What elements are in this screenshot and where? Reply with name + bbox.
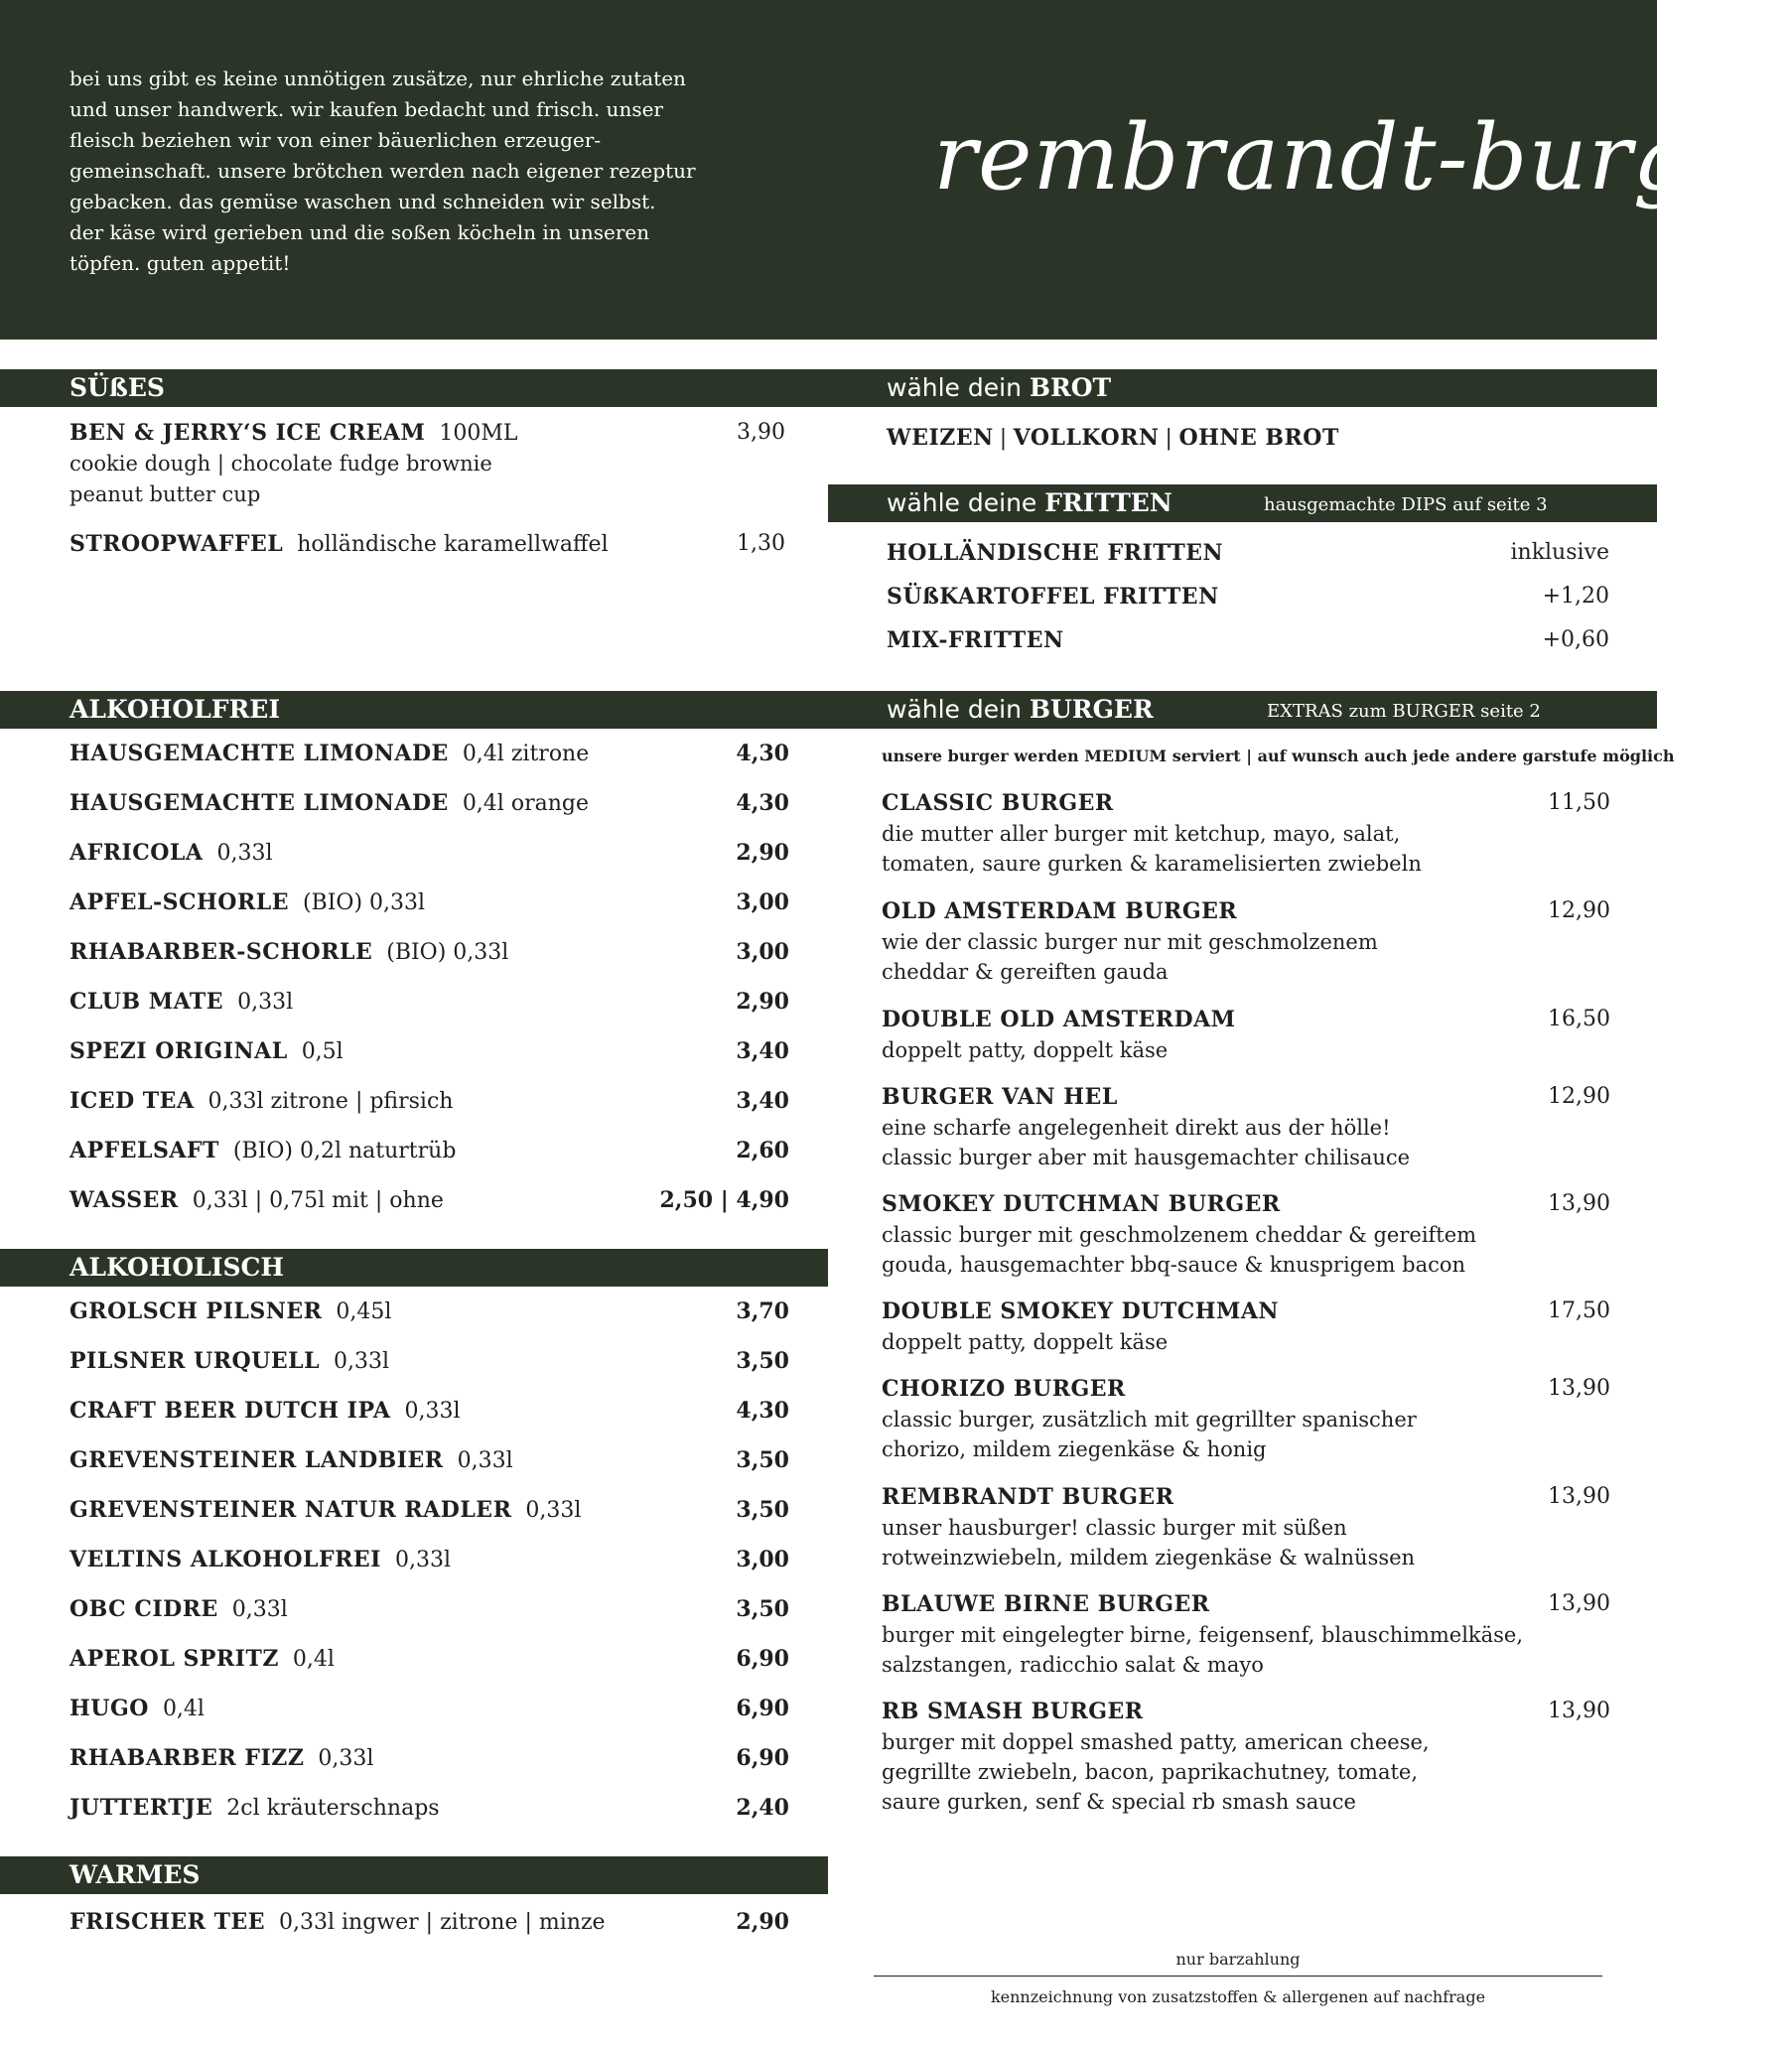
item-price: 13,90	[1548, 1191, 1610, 1216]
item-desc: rotweinzwiebeln, mildem ziegenkäse & walnüssen	[882, 1546, 1416, 1569]
item-price: +0,60	[1542, 627, 1609, 652]
menu-item	[69, 1793, 440, 1824]
item-name: REMBRANDT BURGER	[882, 1484, 1174, 1510]
item-name: GREVENSTEINER LANDBIER	[69, 1447, 444, 1473]
item-detail: 0,33l	[457, 1448, 513, 1473]
item-name: APEROL SPRITZ	[69, 1646, 279, 1672]
item-detail: 0,45l	[336, 1299, 392, 1324]
menu-item	[69, 937, 508, 968]
menu-item	[69, 1296, 391, 1327]
bread-option: WEIZEN	[887, 425, 994, 451]
item-detail: 0,4l orange	[462, 791, 589, 816]
menu-item	[69, 1086, 453, 1117]
item-desc: die mutter aller burger mit ketchup, mayo, salat,	[882, 822, 1401, 846]
item-desc: chorizo, mildem ziegenkäse & honig	[882, 1437, 1267, 1461]
menu-item	[69, 1644, 335, 1675]
item-name: CLUB MATE	[69, 989, 224, 1015]
menu-item	[882, 896, 1237, 927]
item-price: 16,50	[1548, 1007, 1610, 1031]
item-detail: 0,33l	[318, 1746, 374, 1771]
item-name: BLAUWE BIRNE BURGER	[882, 1591, 1210, 1617]
item-name: ICED TEA	[69, 1088, 195, 1114]
menu-item	[69, 1495, 581, 1526]
item-price: 2,60	[736, 1138, 789, 1163]
item-detail: 0,33l zitrone | pfirsich	[207, 1089, 454, 1114]
intro-text	[69, 64, 764, 279]
item-name: BURGER VAN HEL	[882, 1084, 1118, 1110]
item-detail: (BIO) 0,33l	[302, 890, 426, 915]
menu-item	[69, 1136, 456, 1166]
menu-item	[69, 987, 293, 1018]
burger-subnote: unsere burger werden MEDIUM serviert | auf wunsch auch jede andere garstufe möglich	[882, 747, 1675, 765]
item-price: 12,90	[1548, 1084, 1610, 1109]
item-price: 13,90	[1548, 1484, 1610, 1509]
item-price: 2,50 | 4,90	[659, 1187, 789, 1213]
item-price: 3,50	[736, 1348, 789, 1374]
item-price: 3,40	[736, 1088, 789, 1114]
item-detail: 0,4l zitrone	[462, 742, 590, 766]
item-name: HAUSGEMACHTE LIMONADE	[69, 790, 449, 816]
section-bar-brot	[828, 369, 1657, 407]
section-bar-suesses	[0, 369, 828, 407]
section-bar-burger	[828, 691, 1657, 729]
section-title: ALKOHOLISCH	[69, 1253, 285, 1282]
item-detail: 0,33l ingwer | zitrone | minze	[279, 1910, 606, 1935]
item-price: +1,20	[1542, 584, 1609, 609]
item-price: 13,90	[1548, 1376, 1610, 1401]
intro-line: bei uns gibt es keine unnötigen zusätze, nur ehrliche zutaten	[69, 67, 686, 90]
item-price: 13,90	[1548, 1591, 1610, 1616]
item-detail: 0,4l	[292, 1647, 335, 1672]
item-price: 6,90	[736, 1696, 789, 1721]
section-note: EXTRAS zum BURGER seite 2	[1267, 701, 1541, 722]
item-price: 3,90	[737, 420, 785, 445]
item-desc: wie der classic burger nur mit geschmolzenem	[882, 930, 1378, 954]
item-price: 2,90	[736, 840, 789, 866]
item-desc: burger mit eingelegter birne, feigensenf, blauschimmelkäse,	[882, 1623, 1524, 1647]
intro-line: gebacken. das gemüse waschen und schneiden wir selbst.	[69, 190, 656, 213]
menu-item	[69, 1185, 444, 1216]
item-name: OLD AMSTERDAM BURGER	[882, 898, 1238, 924]
header-band	[0, 0, 1792, 340]
item-desc: burger mit doppel smashed patty, american cheese,	[882, 1730, 1430, 1754]
item-name: JUTTERTJE	[69, 1795, 213, 1821]
bread-options: WEIZEN | VOLLKORN | OHNE BROT	[887, 425, 1339, 451]
item-detail: 100ML	[439, 421, 518, 446]
item-desc: cheddar & gereiften gauda	[882, 960, 1169, 984]
item-name: DOUBLE OLD AMSTERDAM	[882, 1007, 1236, 1032]
item-price: 3,00	[736, 939, 789, 965]
menu-item	[69, 1694, 205, 1724]
menu-item	[69, 418, 517, 449]
section-title: wähle dein BURGER	[887, 695, 1154, 724]
item-detail: 0,33l	[216, 841, 273, 866]
item-detail: 0,33l	[237, 990, 294, 1015]
item-name: GREVENSTEINER NATUR RADLER	[69, 1497, 512, 1523]
item-price: 12,90	[1548, 898, 1610, 923]
item-price: 3,50	[736, 1497, 789, 1523]
item-desc: gouda, hausgemachter bbq-sauce & knusprigem bacon	[882, 1253, 1466, 1277]
item-name: AFRICOLA	[69, 840, 204, 866]
item-desc: peanut butter cup	[69, 482, 261, 506]
item-name: SPEZI ORIGINAL	[69, 1038, 288, 1064]
item-name: BEN & JERRY‘S ICE CREAM	[69, 420, 426, 446]
section-bar-warmes	[0, 1856, 828, 1894]
item-price: 11,50	[1548, 790, 1610, 815]
item-price: 3,00	[736, 889, 789, 915]
menu-item	[887, 582, 1219, 613]
item-desc: classic burger, zusätzlich mit gegrillter spanischer	[882, 1408, 1417, 1432]
section-bar-alkoholisch	[0, 1249, 828, 1287]
menu-item	[69, 887, 425, 918]
item-desc: tomaten, saure gurken & karamelisierten zwiebeln	[882, 852, 1422, 876]
allergen-note: kennzeichnung von zusatzstoffen & allergenen auf nachfrage	[990, 1987, 1486, 2006]
menu-item	[69, 1545, 451, 1575]
item-detail: 0,33l	[334, 1349, 390, 1374]
item-desc: doppelt patty, doppelt käse	[882, 1330, 1169, 1354]
section-title: wähle dein BROT	[887, 373, 1112, 402]
item-price: 3,40	[736, 1038, 789, 1064]
item-name: WASSER	[69, 1187, 179, 1213]
item-name: RB SMASH BURGER	[882, 1699, 1144, 1724]
section-title: wähle deine FRITTEN	[887, 488, 1172, 517]
item-desc: doppelt patty, doppelt käse	[882, 1038, 1169, 1062]
item-detail: 0,33l	[394, 1548, 451, 1572]
item-detail: 0,33l | 0,75l mit | ohne	[192, 1188, 444, 1213]
payment-note: nur barzahlung	[1175, 1950, 1301, 1969]
item-price: 4,30	[736, 1398, 789, 1424]
bread-option: VOLLKORN	[1013, 425, 1160, 451]
item-price: 3,00	[736, 1547, 789, 1572]
menu-item	[882, 1589, 1210, 1620]
item-detail: 0,33l	[404, 1399, 461, 1424]
item-price: 3,50	[736, 1447, 789, 1473]
menu-item	[69, 1594, 288, 1625]
menu-item	[882, 1189, 1281, 1220]
item-desc: cookie dough | chocolate fudge brownie	[69, 452, 492, 476]
item-detail: 0,5l	[301, 1039, 344, 1064]
brand-logo: rembrandt-burger	[933, 104, 1792, 210]
item-name: HOLLÄNDISCHE FRITTEN	[887, 540, 1224, 566]
menu-item	[69, 739, 589, 769]
item-desc: eine scharfe angelegenheit direkt aus der hölle!	[882, 1116, 1391, 1140]
item-desc: classic burger mit geschmolzenem cheddar & gereiftem	[882, 1223, 1477, 1247]
section-note: hausgemachte DIPS auf seite 3	[1264, 494, 1548, 515]
item-name: OBC CIDRE	[69, 1596, 218, 1622]
item-name: VELTINS ALKOHOLFREI	[69, 1547, 381, 1572]
item-desc: unser hausburger! classic burger mit süßen	[882, 1516, 1347, 1540]
menu-item	[69, 838, 273, 869]
item-desc: classic burger aber mit hausgemachter chilisauce	[882, 1146, 1411, 1169]
menu-item	[882, 788, 1114, 819]
menu-item	[887, 625, 1064, 656]
item-name: SMOKEY DUTCHMAN BURGER	[882, 1191, 1281, 1217]
intro-line: fleisch beziehen wir von einer bäuerlichen erzeuger-	[69, 128, 602, 152]
item-detail: 0,33l	[525, 1498, 582, 1523]
item-price: 2,90	[736, 989, 789, 1015]
item-detail: holländische karamellwaffel	[297, 532, 609, 557]
item-name: PILSNER URQUELL	[69, 1348, 321, 1374]
menu-item	[882, 1374, 1126, 1405]
item-desc: gegrillte zwiebeln, bacon, paprikachutney, tomate,	[882, 1760, 1419, 1784]
section-title: WARMES	[69, 1860, 201, 1889]
intro-line: der käse wird gerieben und die soßen köcheln in unseren	[69, 220, 650, 244]
item-name: RHABARBER-SCHORLE	[69, 939, 373, 965]
item-name: APFEL-SCHORLE	[69, 889, 289, 915]
menu-item	[69, 1445, 513, 1476]
menu-item	[69, 1396, 461, 1427]
menu-item	[882, 1005, 1236, 1035]
item-name: CRAFT BEER DUTCH IPA	[69, 1398, 391, 1424]
item-name: CHORIZO BURGER	[882, 1376, 1126, 1402]
section-title: SÜßES	[69, 373, 165, 402]
item-price: 2,40	[736, 1795, 789, 1821]
item-name: HUGO	[69, 1696, 149, 1721]
item-detail: 0,33l	[231, 1597, 288, 1622]
intro-line: gemeinschaft. unsere brötchen werden nach eigener rezeptur	[69, 159, 696, 183]
item-price: 6,90	[736, 1745, 789, 1771]
item-name: FRISCHER TEE	[69, 1909, 265, 1935]
intro-line: töpfen. guten appetit!	[69, 251, 291, 275]
menu-item	[887, 538, 1223, 569]
item-price: 17,50	[1548, 1298, 1610, 1323]
footer-divider	[874, 1976, 1602, 1977]
section-title: ALKOHOLFREI	[69, 695, 281, 724]
section-bar-fritten	[828, 484, 1657, 522]
item-name: APFELSAFT	[69, 1138, 219, 1163]
item-detail: (BIO) 0,33l	[386, 940, 509, 965]
item-desc: saure gurken, senf & special rb smash sauce	[882, 1790, 1356, 1814]
item-price: 6,90	[736, 1646, 789, 1672]
item-name: MIX-FRITTEN	[887, 627, 1064, 653]
item-name: SÜßKARTOFFEL FRITTEN	[887, 584, 1219, 610]
menu-item	[69, 1036, 344, 1067]
item-price: 3,50	[736, 1596, 789, 1622]
bread-option: OHNE BROT	[1178, 425, 1339, 451]
item-name: RHABARBER FIZZ	[69, 1745, 305, 1771]
item-name: DOUBLE SMOKEY DUTCHMAN	[882, 1298, 1280, 1324]
item-price: inklusive	[1510, 540, 1609, 565]
menu-item	[69, 1907, 606, 1938]
item-name: STROOPWAFFEL	[69, 531, 284, 557]
menu-item	[882, 1697, 1144, 1727]
menu-item	[69, 788, 589, 819]
section-bar-alkoholfrei	[0, 691, 828, 729]
item-name: CLASSIC BURGER	[882, 790, 1114, 816]
menu-item	[882, 1296, 1279, 1327]
item-price: 3,70	[736, 1298, 789, 1324]
menu-item	[882, 1482, 1173, 1513]
item-desc: salzstangen, radicchio salat & mayo	[882, 1653, 1264, 1677]
item-detail: 0,4l	[162, 1697, 205, 1721]
item-price: 4,30	[736, 790, 789, 816]
item-price: 13,90	[1548, 1699, 1610, 1723]
menu-item	[69, 529, 609, 560]
item-price: 2,90	[736, 1909, 789, 1935]
menu-item	[882, 1082, 1118, 1113]
menu-item	[69, 1743, 373, 1774]
item-price: 1,30	[737, 531, 785, 556]
item-name: HAUSGEMACHTE LIMONADE	[69, 741, 449, 766]
item-detail: 2cl kräuterschnaps	[226, 1796, 440, 1821]
item-price: 4,30	[736, 741, 789, 766]
menu-item	[69, 1346, 389, 1377]
intro-line: und unser handwerk. wir kaufen bedacht und frisch. unser	[69, 97, 663, 121]
item-name: GROLSCH PILSNER	[69, 1298, 323, 1324]
item-detail: (BIO) 0,2l naturtrüb	[232, 1139, 457, 1163]
